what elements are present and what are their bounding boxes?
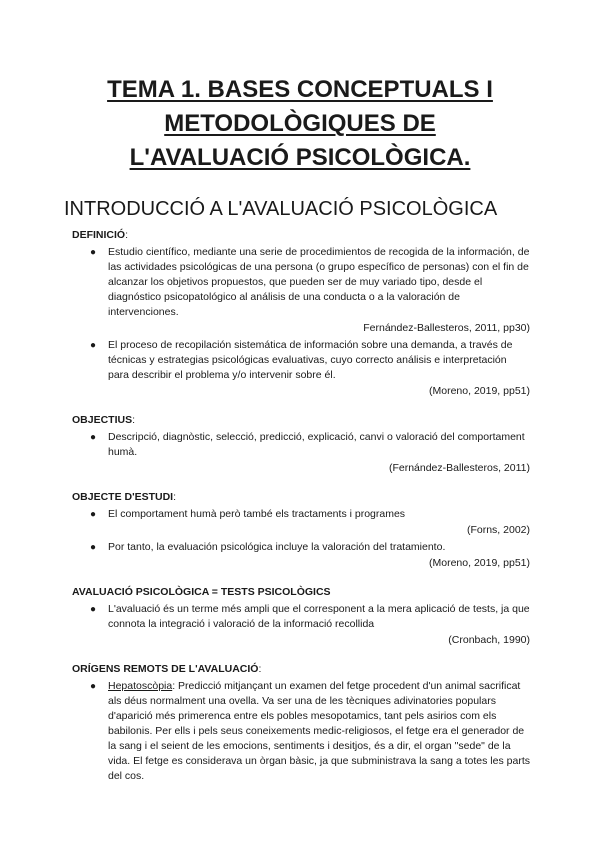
section-heading-colon: : [125, 229, 129, 241]
section-heading-avaluacio-tests [72, 585, 530, 600]
page-title-line-1: TEMA 1. BASES CONCEPTUALS I [107, 76, 493, 103]
section-heading-definicio [72, 228, 530, 243]
bullet-icon: ● [90, 340, 97, 351]
citation: (Cronbach, 1990) [448, 634, 530, 646]
section-heading-objecte-destudi [72, 490, 530, 505]
list-item [72, 679, 530, 784]
section-heading-origens-remots [72, 662, 530, 677]
list-item-text: Estudio científico, mediante una serie de procedimientos de recogida de la información, de las actividades psicológicas de una persona (o grupo específico de personas) con el fin de alcanzar los objetivos propuestos, que pueden ser de muy variado tipo, desde el diagnóstico psicopatológico al análisis de una conducta o a la valoración de intervenciones. [108, 246, 530, 318]
citation: Fernández-Ballesteros, 2011, pp30) [363, 322, 530, 334]
list-item [72, 507, 530, 538]
content-body [72, 228, 530, 784]
term-hepatoscopia: Hepatoscòpia [108, 680, 173, 692]
section-heading-text: AVALUACIÓ PSICOLÒGICA = TESTS PSICOLÒGICS [72, 586, 331, 598]
page-title-line-2: METODOLÒGIQUES DE [164, 110, 436, 137]
list-item-text: Descripció, diagnòstic, selecció, predicció, explicació, canvi o valoració del comportament humà. [108, 431, 525, 458]
bullet-icon: ● [90, 542, 97, 553]
list-item [72, 245, 530, 336]
section-heading-colon: : [258, 663, 262, 675]
list-item-text: El proceso de recopilación sistemática de información sobre una demanda, a través de técnicas y estrategias psicológicas evaluativas, cuyo correcto análisis e interpretación para describir el problema y/o intervenir sobre él. [108, 339, 513, 381]
bullet-icon: ● [90, 432, 97, 443]
list-item-text: Por tanto, la evaluación psicológica incluye la valoración del tratamiento. [108, 541, 446, 553]
bullet-list-avaluacio-tests [72, 602, 530, 648]
bullet-list-objecte-destudi [72, 507, 530, 571]
section-heading-text: OBJECTIUS [72, 414, 133, 426]
citation: (Moreno, 2019, pp51) [429, 385, 530, 397]
section-heading-text: ORÍGENS REMOTS DE L'AVALUACIÓ [72, 663, 259, 675]
section-subtitle: INTRODUCCIÓ A L'AVALUACIÓ PSICOLÒGICA [64, 198, 498, 220]
list-item-text: : Predicció mitjançant un examen del fetge procedent d'un animal sacrificat als déus normalment una ovella. Va ser una de les tècniques adivinatories populars d'aparició més primerenca entre els pobles mesopotamics, tant pels asirios com els babilonis. Per ells i pels seus coneixements medic-religiosos, el fetge era el generador de la sang i el seient de les emocions, sentiments i desitjos, és a dir, el organ "sede" de la vida. El fetge es considerava un òrgan bàsic, ja que subministrava la sang a totes les parts del cos. [108, 680, 530, 782]
page-title [0, 73, 600, 175]
list-item [72, 540, 530, 571]
section-heading-colon: : [173, 491, 177, 503]
bullet-icon: ● [90, 247, 97, 258]
list-item-text: L'avaluació és un terme més ampli que el corresponent a la mera aplicació de tests, ja que connota la integració i valoració de la informació recollida [108, 603, 530, 630]
page-title-line-3: L'AVALUACIÓ PSICOLÒGICA. [129, 144, 471, 171]
citation: (Forns, 2002) [466, 524, 530, 536]
citation: (Fernández-Ballesteros, 2011) [388, 462, 530, 474]
bullet-list-objectius [72, 430, 530, 476]
list-item [72, 430, 530, 476]
bullet-list-definicio [72, 245, 530, 399]
list-item [72, 602, 530, 648]
bullet-icon: ● [90, 681, 97, 692]
section-heading-text: DEFINICIÓ [72, 229, 126, 241]
section-heading-colon: : [132, 414, 136, 426]
section-heading-objectius [72, 413, 530, 428]
bullet-list-origens-remots [72, 679, 530, 784]
bullet-icon: ● [90, 509, 97, 520]
citation: (Moreno, 2019, pp51) [429, 557, 530, 569]
section-heading-text: OBJECTE D'ESTUDI [72, 491, 174, 503]
bullet-icon: ● [90, 604, 97, 615]
list-item-text: El comportament humà però també els tractaments i programes [108, 508, 406, 520]
list-item [72, 338, 530, 399]
